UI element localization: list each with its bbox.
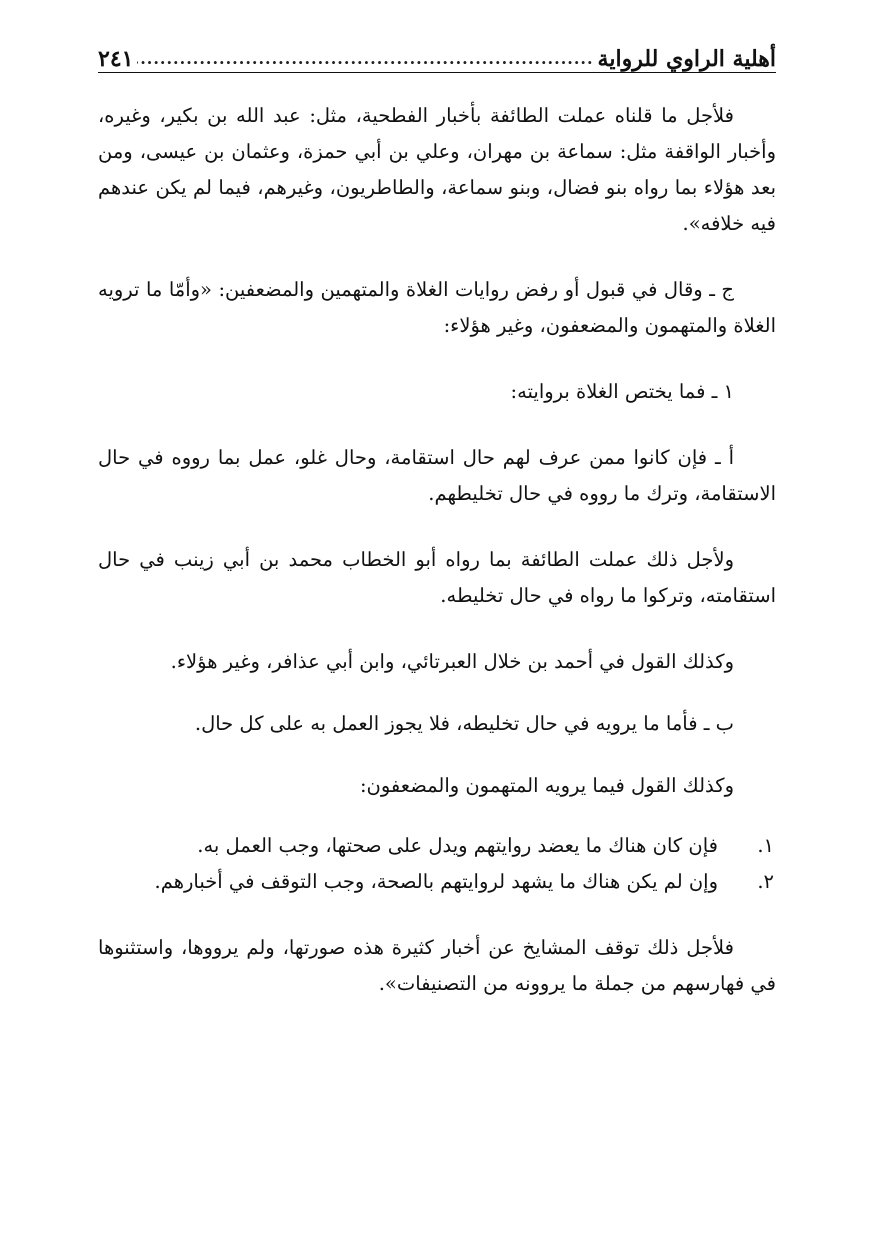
numbered-list [98,828,776,900]
list-item-text: فإن كان هناك ما يعضد روايتهم ويدل على صحتها، وجب العمل به. [197,834,718,857]
paragraph: ١ ـ فما يختص الغلاة بروايته: [510,380,734,403]
list-item [98,828,776,864]
paragraph: فلأجل ما قلناه عملت الطائفة بأخبار الفطحية، مثل: عبد الله بن بكير، وغيره، وأخبار الواقفة مثل: سماعة بن مهران، وعلي بن أبي حمزة، وعثمان بن عيسى، ومن بعد هؤلاء بما رواه بنو فضال، وبنو سماعة، والطاطريون، وغيرهم، فيما لم يكن عندهم فيه خلافه». [98,104,776,235]
header-rule [98,72,776,73]
running-header [98,38,776,72]
paragraph: ج ـ وقال في قبول أو رفض روايات الغلاة والمتهمين والمضعفين: «وأمّا ما ترويه الغلاة والمتهمون والمضعفون، وغير هؤلاء: [98,278,776,337]
running-title: أهلية الراوي للرواية [597,46,776,72]
paragraph: ولأجل ذلك عملت الطائفة بما رواه أبو الخطاب محمد بن أبي زينب في حال استقامته، وتركوا ما رواه في حال تخليطه. [98,548,776,607]
list-item [98,864,776,900]
body-text [98,98,776,1002]
paragraph: أ ـ فإن كانوا ممن عرف لهم حال استقامة، وحال غلو، عمل بما رووه في حال الاستقامة، وترك ما رووه في حال تخليطهم. [98,446,776,505]
list-item-number: ١. [757,834,774,857]
paragraph: وكذلك القول في أحمد بن خلال العبرتائي، وابن أبي عذافر، وغير هؤلاء. [170,650,734,673]
paragraph: ب ـ فأما ما يرويه في حال تخليطه، فلا يجوز العمل به على كل حال. [194,712,734,735]
list-item-text: وإن لم يكن هناك ما يشهد لروايتهم بالصحة، وجب التوقف في أخبارهم. [154,870,718,893]
leader-dots [137,49,593,68]
list-item-number: ٢. [757,870,774,893]
paragraph: وكذلك القول فيما يرويه المتهمون والمضعفون: [359,774,734,797]
closing-paragraph: فلأجل ذلك توقف المشايخ عن أخبار كثيرة هذه صورتها، ولم يرووها، واستثنوها في فهارسهم من جملة ما يروونه من التصنيفات». [98,936,776,995]
page-number: ٢٤١ [98,46,134,72]
